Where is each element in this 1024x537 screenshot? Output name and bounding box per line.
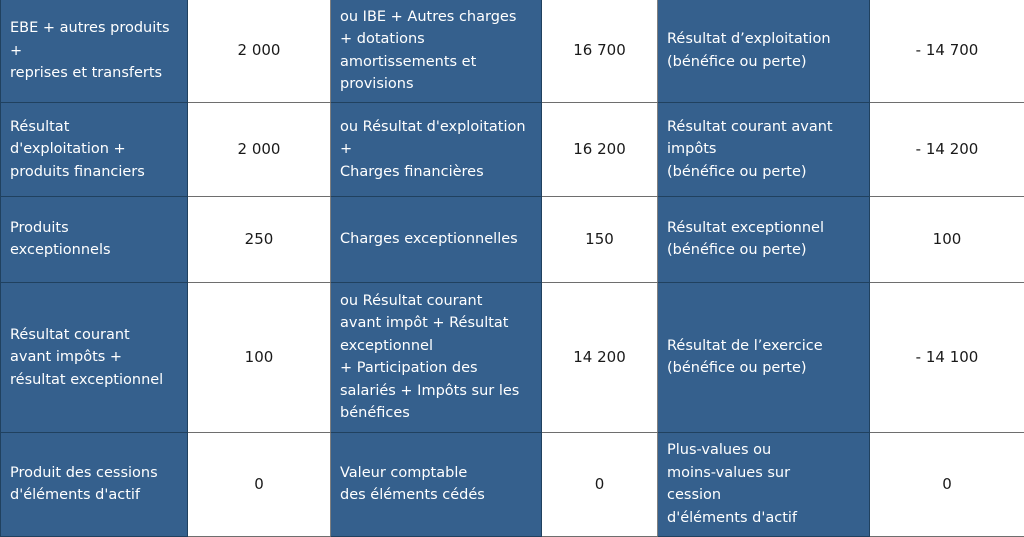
row-5-deduction-label: Valeur comptable des éléments cédés — [331, 432, 542, 536]
row-2-aggregate-label: Résultat d'exploitation + produits financiers — [1, 102, 188, 196]
row-3-result-value: 100 — [870, 196, 1024, 282]
row-4-aggregate-label: Résultat courant avant impôts + résultat exceptionnel — [1, 282, 188, 432]
row-4-deduction-label: ou Résultat courant avant impôt + Résultat exceptionnel + Participation des salariés + Impôts sur les bénéfices — [331, 282, 542, 432]
row-2-deduction-label: ou Résultat d'exploitation + Charges financières — [331, 102, 542, 196]
row-1-deduction-label: ou IBE + Autres charges + dotations amortissements et provisions — [331, 0, 542, 102]
row-3-deduction-value: 150 — [542, 196, 658, 282]
table-row — [1, 0, 1024, 102]
row-1-result-value: - 14 700 — [870, 0, 1024, 102]
table-row — [1, 196, 1024, 282]
row-5-result-label: Plus-values ou moins-values sur cession d'éléments d'actif — [658, 432, 870, 536]
row-4-result-label: Résultat de l’exercice (bénéfice ou perte) — [658, 282, 870, 432]
row-3-result-label: Résultat exceptionnel (bénéfice ou perte) — [658, 196, 870, 282]
row-2-result-label: Résultat courant avant impôts (bénéfice ou perte) — [658, 102, 870, 196]
row-1-aggregate-label: EBE + autres produits + reprises et transferts — [1, 0, 188, 102]
row-2-result-value: - 14 200 — [870, 102, 1024, 196]
row-2-aggregate-value: 2 000 — [188, 102, 331, 196]
row-4-result-value: - 14 100 — [870, 282, 1024, 432]
row-1-result-label: Résultat d’exploitation (bénéfice ou perte) — [658, 0, 870, 102]
table-row — [1, 282, 1024, 432]
row-3-deduction-label: Charges exceptionnelles — [331, 196, 542, 282]
row-5-aggregate-value: 0 — [188, 432, 331, 536]
row-1-aggregate-value: 2 000 — [188, 0, 331, 102]
row-5-deduction-value: 0 — [542, 432, 658, 536]
table-row — [1, 432, 1024, 536]
row-5-aggregate-label: Produit des cessions d'éléments d'actif — [1, 432, 188, 536]
row-3-aggregate-value: 250 — [188, 196, 331, 282]
row-4-deduction-value: 14 200 — [542, 282, 658, 432]
row-1-deduction-value: 16 700 — [542, 0, 658, 102]
table-row — [1, 102, 1024, 196]
row-2-deduction-value: 16 200 — [542, 102, 658, 196]
row-3-aggregate-label: Produits exceptionnels — [1, 196, 188, 282]
table-body — [1, 0, 1024, 536]
row-5-result-value: 0 — [870, 432, 1024, 536]
row-4-aggregate-value: 100 — [188, 282, 331, 432]
